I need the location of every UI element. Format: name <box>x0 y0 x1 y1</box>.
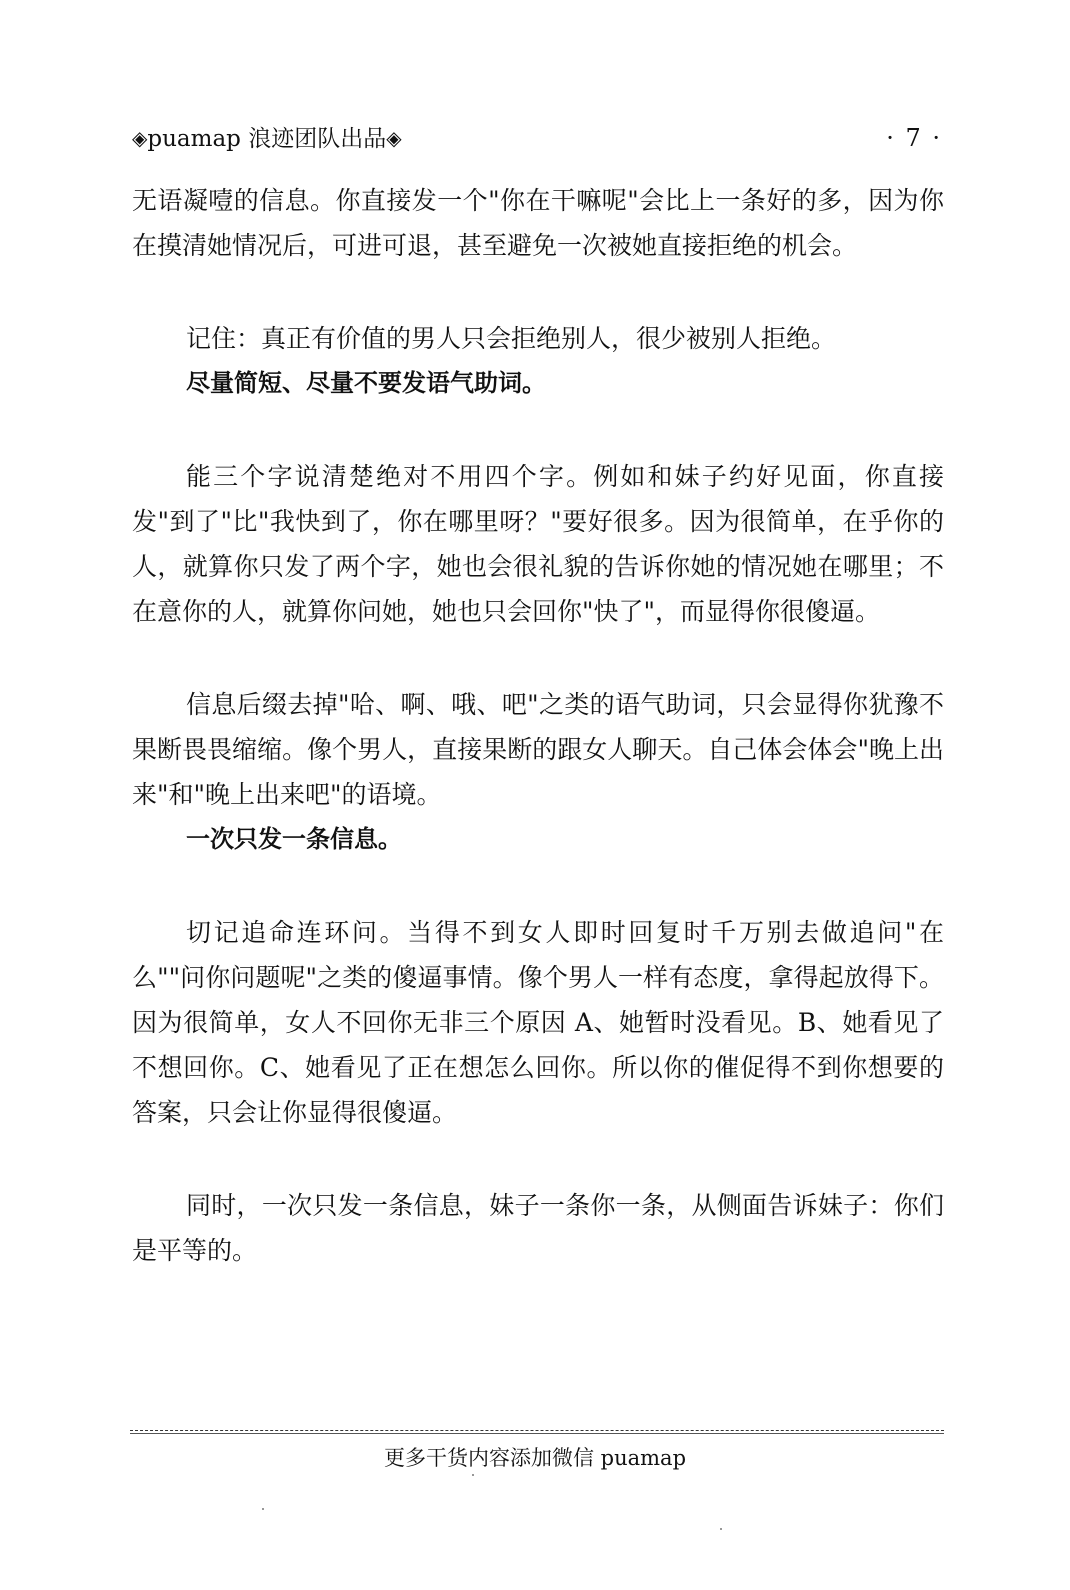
paragraph-equality: 同时，一次只发一条信息，妹子一条你一条，从侧面告诉妹子：你们是平等的。 <box>132 1191 944 1265</box>
header-title: puamap 浪迹团队出品 <box>147 126 387 152</box>
header-title-group <box>132 120 402 157</box>
section-heading-one-message: 一次只发一条信息。 <box>186 825 402 853</box>
scan-speck <box>262 1508 264 1510</box>
scan-speck <box>720 1528 722 1530</box>
footer-text-latin: puamap <box>600 1446 687 1470</box>
footer-text-cn: 更多干货内容添加微信 <box>383 1446 594 1470</box>
diamond-ornament-icon: ◈ <box>132 126 148 150</box>
paragraph-continued: 无语凝噎的信息。你直接发一个"你在干嘛呢"会比上一条好的多，因为你在摸清她情况后，可进可退，甚至避免一次被她直接拒绝的机会。 <box>132 186 944 260</box>
page-number: · 7 · <box>886 124 942 152</box>
scan-speck <box>472 1474 474 1476</box>
footer-divider-solid <box>130 1433 944 1434</box>
footer-divider <box>130 1430 944 1431</box>
paragraph-no-chasing: 切记追命连环问。当得不到女人即时回复时千万别去做追问"在么""问你问题呢"之类的傻逼事情。像个男人一样有态度，拿得起放得下。因为很简单，女人不回你无非三个原因 A、她暂时没看见。B、她看见了不想回你。C、她看见了正在想怎么回你。所以你的催促得不到你想要的答案，只会让你显得很傻逼。 <box>132 918 944 1127</box>
running-header <box>132 120 942 156</box>
diamond-ornament-icon: ◈ <box>386 126 402 150</box>
paragraph-particles: 信息后缀去掉"哈、啊、哦、吧"之类的语气助词，只会显得你犹豫不果断畏畏缩缩。像个男人，直接果断的跟女人聊天。自己体会体会"晚上出来"和"晚上出来吧"的语境。 <box>132 690 944 809</box>
paragraph-brevity-example: 能三个字说清楚绝对不用四个字。例如和妹子约好见面，你直接发"到了"比"我快到了，你在哪里呀？"要好很多。因为很简单，在乎你的人，就算你只发了两个字，她也会很礼貌的告诉你她的情况她在哪里；不在意你的人，就算你问她，她也只会回你"快了"，而显得你很傻逼。 <box>132 462 944 626</box>
paragraph-remember: 记住：真正有价值的男人只会拒绝别人，很少被别人拒绝。 <box>186 324 837 353</box>
footer-note <box>0 1442 1070 1474</box>
section-heading-brevity: 尽量简短、尽量不要发语气助词。 <box>186 369 546 397</box>
body-text <box>132 178 944 1273</box>
